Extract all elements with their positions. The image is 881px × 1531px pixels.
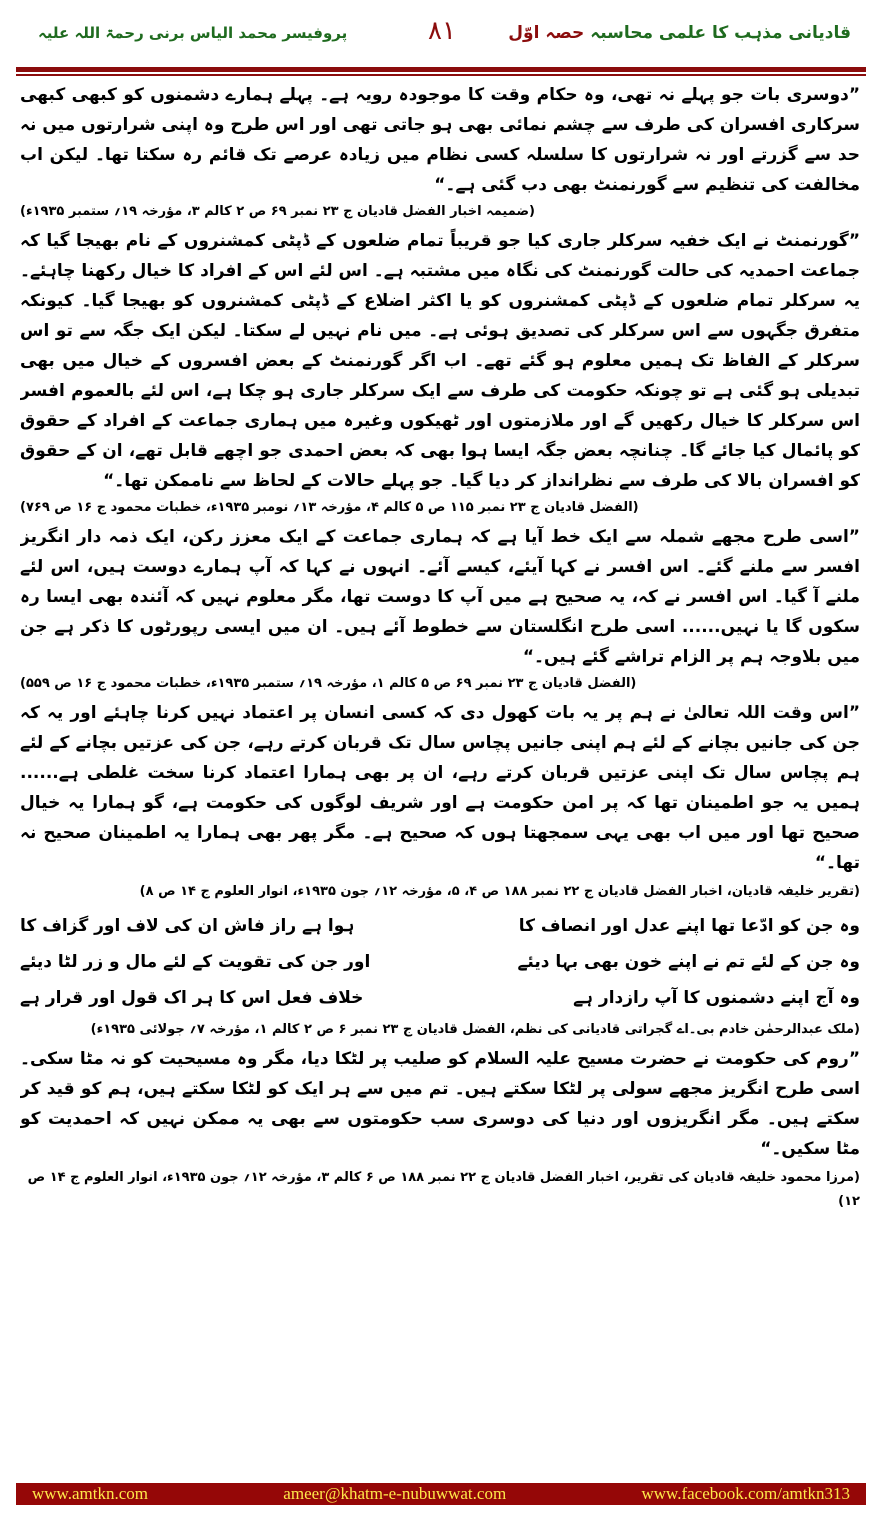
header-rule-thick (16, 67, 866, 72)
quote-text: ”گورنمنٹ نے ایک خفیہ سرکلر جاری کیا جو قریباً تمام ضلعوں کے ڈپٹی کمشنروں کے نام بھیجا گیا کہ جماعت احمدیہ کی حالت گورنمنٹ کی نگاہ میں مشتبہ ہے۔ اس لئے اس کے افراد کا خیال رکھنا چاہئے۔ یہ سرکلر تمام ضلعوں کے ڈپٹی کمشنروں کو یا اکثر اضلاع کے ڈپٹی کمشنروں کو بھیجا گیا۔ کیونکہ متفرق جگہوں سے اس سرکلر کی تصدیق ہوئی ہے۔ میں نام نہیں لے سکتا۔ لیکن ایک جگہ سے تو اس سرکلر کے الفاظ تک ہمیں معلوم ہو گئے تھے۔ اب اگر گورنمنٹ کے بعض افسروں کے خیال میں بھی تبدیلی ہو گئی ہے تو چونکہ حکومت کی طرف سے ایک سرکلر جاری ہو چکا ہے، اس لئے بالعموم افسر اس سرکلر کا خیال رکھیں گے اور ملازمتوں اور ٹھیکوں وغیرہ میں ہماری جماعت کے افراد کے حقوق کو پائمال کیا جائے گا۔ چنانچہ بعض جگہ ایسا ہوا بھی کہ بعض احمدی جو اچھے قابل تھے، ان کے حقوق کو افسران بالا کی طرف سے نظرانداز کر دیا گیا۔ جو پہلے حالات کے لحاظ سے ناممکن تھا۔“ (20, 231, 860, 491)
poem-verse (20, 944, 860, 980)
quote-text: ”دوسری بات جو پہلے نہ تھی، وہ حکام وقت کا موجودہ رویہ ہے۔ پہلے ہمارے دشمنوں کو کبھی کبھی سرکاری افسران کی طرف سے چشم نمائی بھی ہو جاتی تھی اور اس طرح وہ اپنی شرارتوں میں نہ حد سے گزرتے اور نہ شرارتوں کا سلسلہ کسی نظام میں زیادہ عرصے تک قائم رہ سکتا تھا۔ لیکن اب مخالفت کی تنظیم سے گورنمنٹ بھی دب گئی ہے۔“ (20, 85, 860, 195)
quote-reference: (الفضل قادیان ج ۲۳ نمبر ۶۹ ص ۵ کالم ۱، مؤرخہ ۱۹؍ ستمبر ۱۹۳۵ء، خطبات محمود ج ۱۶ ص ۵۵۹) (20, 676, 637, 691)
book-title-main: قادیانی مذہب کا علمی محاسبہ (590, 23, 851, 43)
quote-paragraph-5 (20, 1044, 860, 1164)
quote-text: ”روم کی حکومت نے حضرت مسیح علیہ السلام کو صلیب پر لٹکا دیا، مگر وہ مسیحیت کو نہ مٹا سکی۔ اسی طرح انگریز مجھے سولی پر لٹکا سکتے ہیں۔ تم میں سے ہر ایک کو لٹکا سکتے ہیں، ہم کو قید کر سکتے ہیں۔ مگر انگریزوں اور دنیا کی دوسری سب حکومتوں سے بھی یہ ممکن نہیں کہ احمدیت کو مٹا سکیں۔“ (20, 1049, 860, 1159)
facebook-link[interactable]: www.facebook.com/amtkn313 (641, 1484, 850, 1503)
page-footer (16, 1483, 866, 1505)
poem-line: ہوا ہے راز فاش ان کی لاف اور گزاف کا (20, 916, 355, 936)
poem-verse (20, 908, 860, 944)
header-rule-thin (16, 74, 866, 76)
quote-reference: (الفضل قادیان ج ۲۳ نمبر ۱۱۵ ص ۵ کالم ۴، مؤرخہ ۱۳؍ نومبر ۱۹۳۵ء، خطبات محمود ج ۱۶ ص ۷۶۹) (20, 500, 639, 515)
page-number: ۸۱ (428, 16, 456, 46)
poem-reference: (ملک عبدالرحمٰن خادم بی۔اے گجراتی قادیانی کی نظم، الفضل قادیان ج ۲۳ نمبر ۶ ص ۲ کالم ۱، مؤرخہ ۷؍ جولائی ۱۹۳۵ء) (90, 1022, 860, 1037)
book-title (508, 22, 851, 43)
page-header (0, 0, 881, 76)
quote-paragraph-4 (20, 698, 860, 878)
quote-reference: (مرزا محمود خلیفہ قادیان کی تقریر، اخبار الفضل قادیان ج ۲۲ نمبر ۱۸۸ ص ۶ کالم ۳، مؤرخہ ۱۲؍ جون ۱۹۳۵ء، انوار العلوم ج ۱۴ ص ۱۲) (27, 1170, 860, 1209)
poem-line: اور جن کی تقویت کے لئے مال و زر لٹا دیئے (20, 952, 371, 972)
page-body (20, 80, 860, 1478)
quote-text: ”اس وقت اللہ تعالیٰ نے ہم پر یہ بات کھول دی کہ کسی انسان پر اعتماد نہیں کرنا چاہئے اور یہ کہ جن کی جانیں بچانے کے لئے ہم اپنی جانیں پچاس سال تک قربان کرتے رہے، جن کی عزتیں بچانے کے لئے ہم پچاس سال تک اپنی عزتیں قربان کرتے رہے، ان پر بھی ہمارا اعتماد کرنا سخت غلطی ہے...... ہمیں یہ جو اطمینان تھا کہ پر امن حکومت ہے اور شریف لوگوں کی حکومت ہے، گو ہمارا یہ خیال صحیح تھا اور میں اب بھی یہی سمجھتا ہوں کہ صحیح ہے۔ مگر پھر بھی ہمارا یہ اطمینان صحیح نہ تھا۔“ (20, 703, 860, 873)
poem-line: خلاف فعل اس کا ہر اک قول اور قرار ہے (20, 988, 364, 1008)
book-title-part: حصہ اوّل (508, 23, 585, 43)
poem-line: وہ جن کے لئے تم نے اپنے خون بھی بہا دیئے (517, 952, 860, 972)
quote-paragraph-3 (20, 522, 860, 672)
website-link[interactable]: www.amtkn.com (32, 1484, 148, 1503)
email-link[interactable]: ameer@khatm-e-nubuwwat.com (283, 1484, 507, 1503)
poem-line: وہ جن کو ادّعا تھا اپنے عدل اور انصاف کا (518, 916, 860, 936)
poem (20, 908, 860, 1016)
quote-reference: (ضمیمہ اخبار الفضل قادیان ج ۲۳ نمبر ۶۹ ص ۲ کالم ۳، مؤرخہ ۱۹؍ ستمبر ۱۹۳۵ء) (20, 204, 535, 219)
quote-paragraph-2 (20, 226, 860, 496)
quote-reference: (تقریر خلیفہ قادیان، اخبار الفضل قادیان ج ۲۲ نمبر ۱۸۸ ص ۴، ۵، مؤرخہ ۱۲؍ جون ۱۹۳۵ء، انوار العلوم ج ۱۴ ص ۸) (139, 884, 860, 899)
quote-text: ”اسی طرح مجھے شملہ سے ایک خط آیا ہے کہ ہماری جماعت کے ایک معزز رکن، ایک ذمہ دار انگریز افسر سے ملنے گئے۔ اس افسر نے کہا آیئے، کیسے آئے۔ انہوں نے کہا کہ آپ ہمارے دوست ہیں، اس لئے ملنے آ گیا۔ اس افسر نے کہ، یہ صحیح ہے میں آپ کا دوست تھا، مگر معلوم نہیں کہ آئندہ بھی ایسا رہ سکوں گا یا نہیں...... اسی طرح انگلستان سے خطوط آئے ہیں۔ ان میں ایسی رپورٹوں کا ذکر ہے جن میں بلاوجہ ہم پر الزام تراشے گئے ہیں۔“ (20, 527, 860, 667)
quote-paragraph-1 (20, 80, 860, 200)
author-name: پروفیسر محمد الیاس برنی رحمۃ اللہ علیہ (38, 24, 348, 42)
poem-verse (20, 980, 860, 1016)
poem-line: وہ آج اپنے دشمنوں کا آپ رازدار ہے (573, 988, 860, 1008)
